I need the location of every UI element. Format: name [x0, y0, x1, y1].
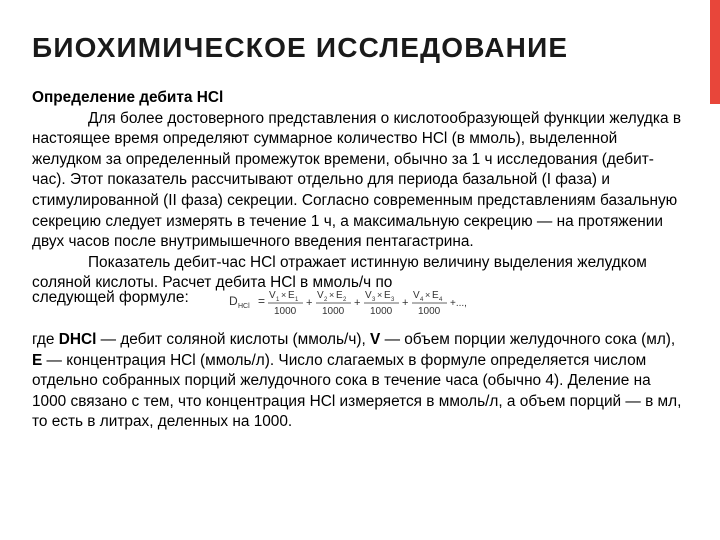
formula-lhs: D [229, 293, 238, 308]
formula-term-1 [268, 290, 303, 317]
formula-trailing: +..., [450, 297, 467, 309]
formula-equals: = [258, 293, 266, 308]
symbol-dhcl: DHCl [58, 330, 97, 348]
term-4-denominator: 1000 [418, 305, 441, 317]
term-1-concentration: E [288, 289, 295, 301]
term-3-volume: V [365, 289, 372, 301]
term-3-concentration: E [384, 289, 391, 301]
formula-term-2 [316, 290, 351, 317]
symbol-e: E [32, 351, 43, 369]
paragraph-definitions: где DHCl — дебит соляной кислоты (ммоль/ч), V — объем порции желудочного сока (мл), E — концентрация HCl (ммоль/л). Число слагаемых в формуле определяется числом отдельно собранных порций желудочного сока в течение часа (обычно 4). Деление на 1000 связано с тем, что концентрация HCl измеряется в ммоль/л, а объем порций — в мл, то есть в литрах, деленных на 1000. [32, 330, 682, 431]
svg-text:×: × [329, 289, 335, 300]
formula-plus-2: + [354, 296, 361, 309]
formula-term-4 [412, 290, 447, 317]
paragraph-debit-calculation: Показатель дебит-час HCl отражает истинную величину выделения желудком соляной кислоты. Расчет дебита HCl в ммоль/ч по [32, 253, 647, 292]
term-2-denominator: 1000 [322, 305, 345, 317]
svg-text:×: × [281, 289, 287, 300]
term-4-concentration: E [432, 289, 439, 301]
debit-formula [227, 288, 527, 324]
svg-text:1: 1 [276, 296, 280, 303]
formula-intro: следующей формуле: [32, 288, 189, 306]
formula-plus-3: + [402, 296, 409, 309]
formula-lhs-subscript: HCl [238, 302, 250, 310]
formula-term-3 [364, 290, 399, 317]
slide-content [32, 88, 682, 433]
slide-title: БИОХИМИЧЕСКОЕ ИССЛЕДОВАНИЕ [32, 32, 569, 63]
symbol-v: V [370, 330, 381, 348]
formula-plus-1: + [306, 296, 313, 309]
svg-text:×: × [377, 289, 383, 300]
term-4-volume: V [413, 289, 420, 301]
section-subheading: Определение дебита HCl [32, 89, 224, 106]
svg-text:4: 4 [420, 296, 424, 303]
term-2-concentration: E [336, 289, 343, 301]
svg-text:1: 1 [295, 296, 299, 303]
term-1-volume: V [269, 289, 276, 301]
term-3-denominator: 1000 [370, 305, 393, 317]
svg-text:3: 3 [391, 296, 395, 303]
term-2-volume: V [317, 289, 324, 301]
svg-text:2: 2 [324, 296, 328, 303]
svg-text:2: 2 [343, 296, 347, 303]
accent-bar [710, 0, 720, 104]
formula-line [32, 288, 682, 324]
term-1-denominator: 1000 [274, 305, 297, 317]
paragraph-debit-hour: Для более достоверного представления о кислотообразующей функции желудка в настоящее время определяют суммарное количество HCl (в ммоль), выделенной желудком за определенный промежуток времени, обычно за 1 ч исследования (дебит-час). Этот показатель рассчитывают отдельно для периода базальной (I фаза) и стимулированной (II фаза) секреции. Согласно современным представлениям базальную секрецию следует измерять в течение 1 ч, а максимальную секрецию — на протяжении двух часов после внутримышечного введения пентагастрина. [32, 109, 681, 251]
svg-text:3: 3 [372, 296, 376, 303]
svg-text:4: 4 [439, 296, 443, 303]
svg-text:×: × [425, 289, 431, 300]
